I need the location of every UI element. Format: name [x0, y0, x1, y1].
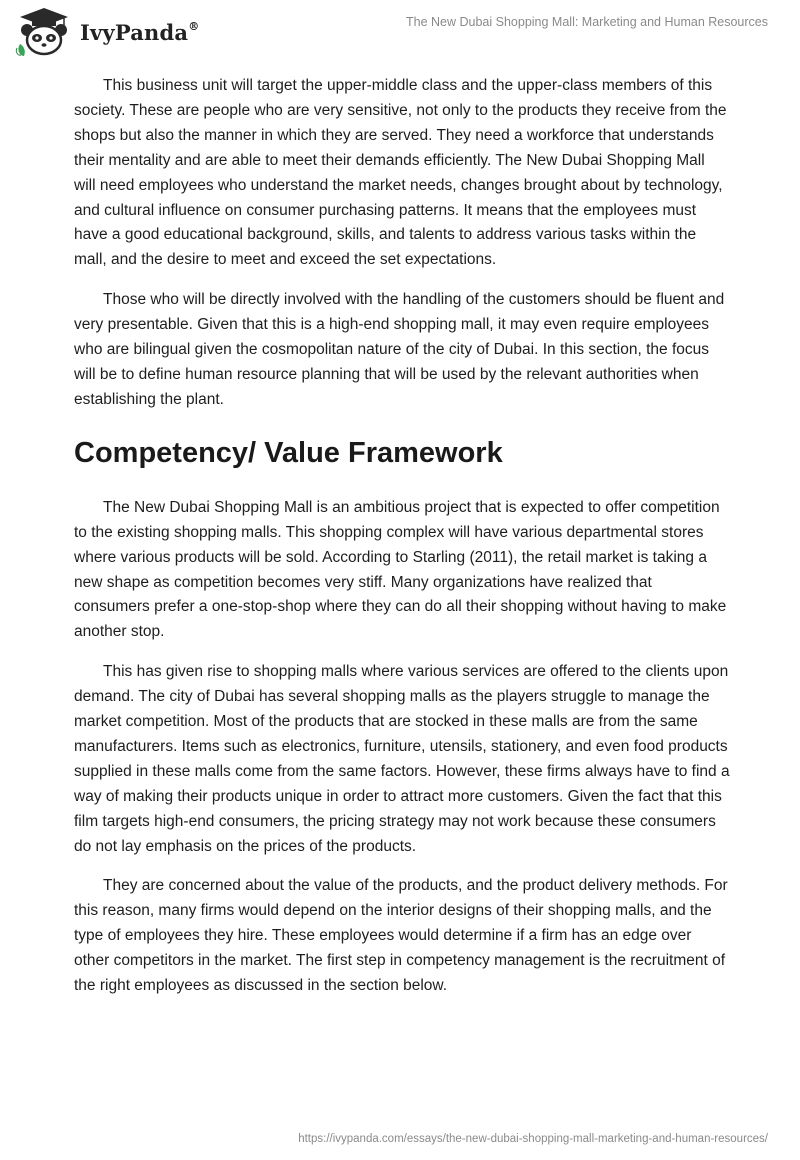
paragraph: Those who will be directly involved with the handling of the customers should be fluent and very presentable. Given that this is a high-end shopping mall, it may even require employees who are bilingual given the cosmopolitan nature of the city of Dubai. In this section, the focus will be to define human resource planning that will be used by the relevant authorities when establishing the plant.: [74, 291, 725, 408]
section-heading: Competency/ Value Framework: [74, 436, 503, 469]
paragraph: This business unit will target the upper-middle class and the upper-class members of this society. These are people who are very sensitive, not only to the products they receive from the shops but also the manner in which they are served. They need a workforce that understands their mentality and are able to meet their demands efficiently. The New Dubai Shopping Mall will need employees who understand the market needs, changes brought about by technology, and cultural influence on consumer purchasing patterns. It means that the employees must have a good educational background, skills, and talents to address various tasks within the mall, and the desire to meet and exceed the set expectations.: [74, 77, 727, 269]
page-header: [0, 0, 800, 70]
paragraph: This has given rise to shopping malls where various services are offered to the clients upon demand. The city of Dubai has several shopping malls as the players struggle to manage the market competition. Most of the products that are stocked in these malls are from the same manufacturers. Items such as electronics, furniture, utensils, stationery, and even food products supplied in these malls come from the same factors. However, these firms always have to find a way of making their products unique in order to attract more customers. Given the fact that this film targets high-end consumers, the pricing strategy may not work because these consumers do not lay emphasis on the prices of the products.: [74, 663, 730, 855]
brand-name: [80, 20, 199, 45]
brand-name-text: IvyPanda: [80, 19, 189, 45]
essay-body: [74, 74, 730, 1014]
paragraph: The New Dubai Shopping Mall is an ambitious project that is expected to offer competition to the existing shopping malls. This shopping complex will have various departmental stores where various products will be sold. According to Starling (2011), the retail market is taking a new shape as competition becomes very stiff. Many organizations have realized that consumers prefer a one-stop-shop where they can do all their shopping without having to make another stop.: [74, 498, 727, 641]
brand-logo[interactable]: [14, 6, 199, 58]
panda-logo-icon: [14, 6, 74, 58]
paragraph: They are concerned about the value of the products, and the product delivery methods. For this reason, many firms would depend on the interior designs of their shopping malls, and the type of employees they hire. These employees would determine if a firm has an edge over other competitors in the market. The first step in competency management is the recruitment of the right employees as discussed in the section below.: [74, 877, 728, 995]
source-url-link[interactable]: https://ivypanda.com/essays/the-new-dubai-shopping-mall-marketing-and-human-resources/: [298, 1133, 768, 1145]
registered-mark: ®: [188, 19, 200, 33]
document-title: The New Dubai Shopping Mall: Marketing and Human Resources: [406, 15, 768, 29]
